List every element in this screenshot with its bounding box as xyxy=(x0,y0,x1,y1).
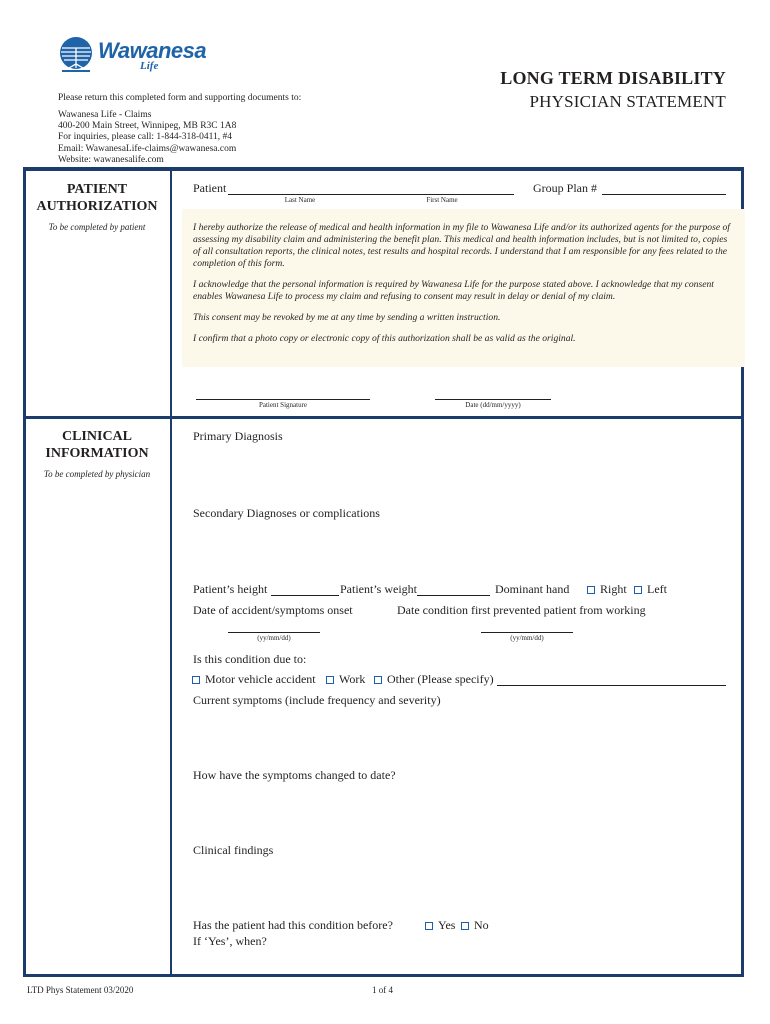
other-label: Other (Please specify) xyxy=(387,672,494,686)
clinical-information-heading xyxy=(27,428,167,462)
column-divider xyxy=(170,167,172,977)
height-label: Patient’s height xyxy=(193,582,268,596)
left-label: Left xyxy=(647,582,667,596)
consent-paragraph: I acknowledge that the personal information is required by Wawanesa Life for the purpose stated above. I acknowledge that my consent enables Wawanesa Life to process my claim and refusing to consent may result in delay or denial of my claim. xyxy=(193,279,714,302)
form-title-line1: LONG TERM DISABILITY xyxy=(500,68,726,88)
weight-label: Patient’s weight xyxy=(340,582,417,596)
other-specify-field[interactable] xyxy=(497,685,726,686)
yes-option[interactable] xyxy=(425,918,455,933)
consent-paragraph: I confirm that a photo copy or electronic copy of this authorization shall be as valid as the original. xyxy=(193,333,576,344)
no-option[interactable] xyxy=(461,918,489,933)
heading-line: AUTHORIZATION xyxy=(36,199,158,214)
work-option[interactable] xyxy=(326,672,365,687)
symptoms-changed-label: How have the symptoms changed to date? xyxy=(193,768,396,782)
consent-paragraph: I hereby authorize the release of medical and health information in my file to Wawanesa Life and/or its authorized agents for the purpose of assessing my disability claim and administering the benefit plan. This medical and health information includes, but is not limited to, copies of all consultation reports, the clinical notes, test results and hospital records. I understand that I am responsible for any fees related to the completion of this form. xyxy=(193,222,730,269)
work-checkbox[interactable] xyxy=(326,676,334,684)
mailing-address xyxy=(58,110,236,166)
consent-box xyxy=(182,209,745,367)
no-label: No xyxy=(474,918,489,932)
prevented-date-field[interactable] xyxy=(481,632,573,633)
left-hand-checkbox[interactable] xyxy=(634,586,642,594)
height-field[interactable] xyxy=(271,595,339,596)
address-line: Website: wawanesalife.com xyxy=(58,154,164,165)
other-checkbox[interactable] xyxy=(374,676,382,684)
heading-line: CLINICAL xyxy=(61,429,132,444)
work-label: Work xyxy=(339,672,366,686)
address-line: 400-200 Main Street, Winnipeg, MB R3C 1A8 xyxy=(58,121,237,132)
clinical-subtext: To be completed by physician xyxy=(43,469,151,479)
had-before-label: Has the patient had this condition before? xyxy=(193,918,393,932)
motor-vehicle-checkbox[interactable] xyxy=(192,676,200,684)
primary-diagnosis-label: Primary Diagnosis xyxy=(193,429,283,443)
address-line: For inquiries, please call: 1-844-318-0411, #4 xyxy=(58,132,233,143)
last-name-label: Last Name xyxy=(284,196,316,204)
heading-line: INFORMATION xyxy=(45,446,149,461)
yes-checkbox[interactable] xyxy=(425,922,433,930)
secondary-diagnoses-label: Secondary Diagnoses or complications xyxy=(193,506,380,520)
accident-date-field[interactable] xyxy=(228,632,320,633)
tree-icon xyxy=(58,36,94,74)
other-option[interactable] xyxy=(374,672,494,687)
dominant-hand-label: Dominant hand xyxy=(495,582,570,596)
right-hand-checkbox[interactable] xyxy=(587,586,595,594)
group-plan-field[interactable] xyxy=(602,194,726,195)
due-to-label: Is this condition due to: xyxy=(193,652,307,666)
right-label: Right xyxy=(600,582,627,596)
motor-vehicle-label: Motor vehicle accident xyxy=(205,672,316,686)
patient-authorization-heading xyxy=(27,181,167,215)
date-label: Date (dd/mm/yyyy) xyxy=(465,401,521,409)
no-checkbox[interactable] xyxy=(461,922,469,930)
signature-label: Patient Signature xyxy=(258,401,308,409)
page-number: 1 of 4 xyxy=(372,985,393,995)
address-line: Email: WawanesaLife-claims@wawanesa.com xyxy=(58,143,237,154)
signature-date-field[interactable] xyxy=(435,399,551,400)
return-instructions: Please return this completed form and supporting documents to: xyxy=(58,93,302,103)
heading-line: PATIENT xyxy=(66,182,128,197)
patient-name-field[interactable] xyxy=(228,194,514,195)
prevented-date-label: Date condition first prevented patient from working xyxy=(397,603,646,617)
address-line: Wawanesa Life - Claims xyxy=(58,110,152,120)
right-hand-option[interactable] xyxy=(587,582,627,597)
consent-paragraph: This consent may be revoked by me at any time by sending a written instruction. xyxy=(193,312,501,323)
current-symptoms-label: Current symptoms (include frequency and severity) xyxy=(193,693,441,707)
patient-label: Patient xyxy=(193,181,227,195)
group-plan-label: Group Plan # xyxy=(533,181,597,195)
logo-wordmark: Wawanesa xyxy=(98,38,207,63)
accident-date-label: Date of accident/symptoms onset xyxy=(193,603,353,617)
left-hand-option[interactable] xyxy=(634,582,667,597)
logo-subtitle: Life xyxy=(140,60,159,72)
date-format-label: (yy/mm/dd) xyxy=(257,634,291,642)
patient-signature-field[interactable] xyxy=(196,399,370,400)
motor-vehicle-option[interactable] xyxy=(192,672,316,687)
form-id: LTD Phys Statement 03/2020 xyxy=(27,985,134,995)
weight-field[interactable] xyxy=(417,595,490,596)
form-title-line2: PHYSICIAN STATEMENT xyxy=(529,92,726,111)
yes-label: Yes xyxy=(438,918,456,932)
wawanesa-logo xyxy=(58,36,208,76)
date-format-label: (yy/mm/dd) xyxy=(510,634,544,642)
if-yes-when-label: If ‘Yes’, when? xyxy=(193,934,267,948)
clinical-findings-label: Clinical findings xyxy=(193,843,274,857)
section-divider xyxy=(23,416,744,419)
patient-subtext: To be completed by patient xyxy=(48,222,146,232)
first-name-label: First Name xyxy=(426,196,458,204)
